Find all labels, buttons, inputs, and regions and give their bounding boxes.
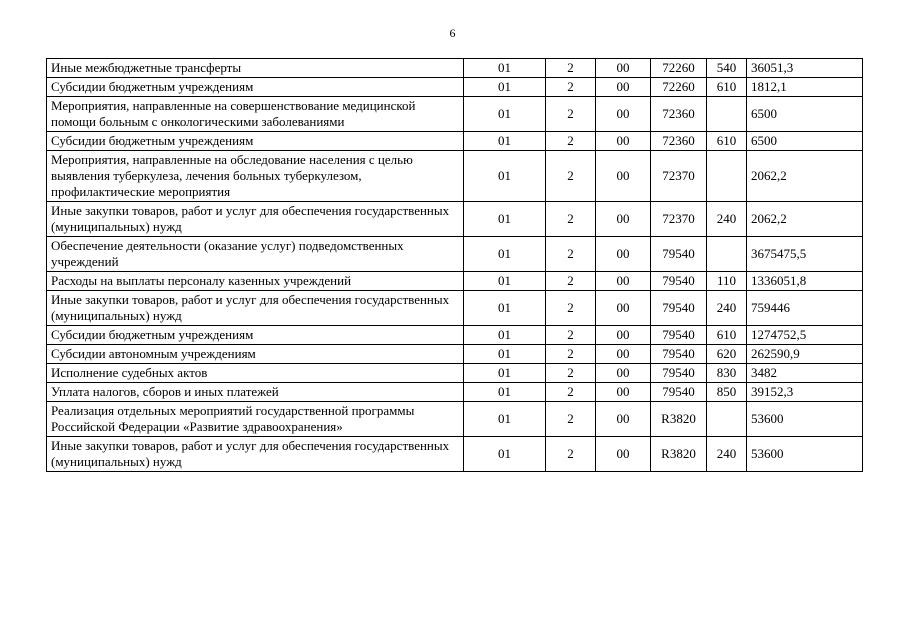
row-name: Обеспечение деятельности (оказание услуг) подведомственных учреждений	[47, 237, 464, 272]
row-subsection: 2	[546, 237, 596, 272]
row-amount: 53600	[747, 437, 863, 472]
row-subsection: 2	[546, 59, 596, 78]
row-subsection: 2	[546, 97, 596, 132]
row-subsection: 2	[546, 78, 596, 97]
row-expense-type: 110	[707, 272, 747, 291]
row-subsection: 2	[546, 202, 596, 237]
row-expense-type: 610	[707, 132, 747, 151]
row-program-group: 00	[596, 97, 651, 132]
row-section: 01	[464, 383, 546, 402]
row-amount: 53600	[747, 402, 863, 437]
row-code: R3820	[651, 402, 707, 437]
budget-table-body	[47, 59, 863, 472]
row-code: 79540	[651, 383, 707, 402]
table-row	[47, 345, 863, 364]
row-code: 79540	[651, 364, 707, 383]
row-code: 79540	[651, 326, 707, 345]
row-amount: 3675475,5	[747, 237, 863, 272]
table-row	[47, 202, 863, 237]
row-code: 79540	[651, 237, 707, 272]
row-section: 01	[464, 291, 546, 326]
table-row	[47, 326, 863, 345]
table-row	[47, 437, 863, 472]
row-section: 01	[464, 272, 546, 291]
row-code: 79540	[651, 345, 707, 364]
row-program-group: 00	[596, 291, 651, 326]
table-row	[47, 132, 863, 151]
row-name: Субсидии бюджетным учреждениям	[47, 78, 464, 97]
row-expense-type: 240	[707, 202, 747, 237]
row-section: 01	[464, 402, 546, 437]
row-name: Мероприятия, направленные на совершенствование медицинской помощи больным с онкологическими заболеваниями	[47, 97, 464, 132]
row-program-group: 00	[596, 59, 651, 78]
table-row	[47, 151, 863, 202]
row-expense-type: 240	[707, 437, 747, 472]
row-section: 01	[464, 202, 546, 237]
row-name: Мероприятия, направленные на обследование населения с целью выявления туберкулеза, лечения больных туберкулезом, профилактические мероприятия	[47, 151, 464, 202]
row-program-group: 00	[596, 326, 651, 345]
row-expense-type: 610	[707, 326, 747, 345]
row-expense-type: 850	[707, 383, 747, 402]
table-row	[47, 272, 863, 291]
row-program-group: 00	[596, 437, 651, 472]
row-expense-type	[707, 237, 747, 272]
row-section: 01	[464, 97, 546, 132]
row-name: Субсидии автономным учреждениям	[47, 345, 464, 364]
row-code: 79540	[651, 272, 707, 291]
row-code: 72360	[651, 132, 707, 151]
row-amount: 2062,2	[747, 202, 863, 237]
row-subsection: 2	[546, 132, 596, 151]
row-section: 01	[464, 326, 546, 345]
row-section: 01	[464, 345, 546, 364]
row-amount: 1336051,8	[747, 272, 863, 291]
row-code: 79540	[651, 291, 707, 326]
row-section: 01	[464, 151, 546, 202]
row-expense-type: 540	[707, 59, 747, 78]
row-expense-type	[707, 151, 747, 202]
table-row	[47, 291, 863, 326]
row-amount: 759446	[747, 291, 863, 326]
row-code: 72260	[651, 59, 707, 78]
row-subsection: 2	[546, 402, 596, 437]
row-amount: 39152,3	[747, 383, 863, 402]
row-code: 72370	[651, 202, 707, 237]
row-section: 01	[464, 132, 546, 151]
row-expense-type	[707, 402, 747, 437]
row-name: Иные закупки товаров, работ и услуг для обеспечения государственных (муниципальных) нужд	[47, 291, 464, 326]
row-name: Исполнение судебных актов	[47, 364, 464, 383]
row-amount: 6500	[747, 97, 863, 132]
row-subsection: 2	[546, 326, 596, 345]
row-program-group: 00	[596, 237, 651, 272]
row-name: Уплата налогов, сборов и иных платежей	[47, 383, 464, 402]
row-expense-type: 240	[707, 291, 747, 326]
budget-table	[46, 58, 863, 472]
row-subsection: 2	[546, 364, 596, 383]
row-name: Субсидии бюджетным учреждениям	[47, 132, 464, 151]
row-code: 72370	[651, 151, 707, 202]
row-expense-type: 610	[707, 78, 747, 97]
row-subsection: 2	[546, 383, 596, 402]
row-name: Реализация отдельных мероприятий государственной программы Российской Федерации «Развитие здравоохранения»	[47, 402, 464, 437]
row-expense-type: 830	[707, 364, 747, 383]
row-subsection: 2	[546, 272, 596, 291]
table-row	[47, 364, 863, 383]
row-code: R3820	[651, 437, 707, 472]
table-row	[47, 59, 863, 78]
row-subsection: 2	[546, 151, 596, 202]
row-subsection: 2	[546, 345, 596, 364]
row-program-group: 00	[596, 383, 651, 402]
row-name: Субсидии бюджетным учреждениям	[47, 326, 464, 345]
row-program-group: 00	[596, 364, 651, 383]
row-section: 01	[464, 78, 546, 97]
row-name: Расходы на выплаты персоналу казенных учреждений	[47, 272, 464, 291]
row-amount: 36051,3	[747, 59, 863, 78]
row-section: 01	[464, 59, 546, 78]
row-code: 72360	[651, 97, 707, 132]
table-row	[47, 97, 863, 132]
row-amount: 1812,1	[747, 78, 863, 97]
row-expense-type: 620	[707, 345, 747, 364]
row-name: Иные закупки товаров, работ и услуг для обеспечения государственных (муниципальных) нужд	[47, 437, 464, 472]
row-amount: 2062,2	[747, 151, 863, 202]
row-subsection: 2	[546, 291, 596, 326]
table-row	[47, 78, 863, 97]
row-name: Иные закупки товаров, работ и услуг для обеспечения государственных (муниципальных) нужд	[47, 202, 464, 237]
row-code: 72260	[651, 78, 707, 97]
row-section: 01	[464, 364, 546, 383]
row-program-group: 00	[596, 402, 651, 437]
row-program-group: 00	[596, 202, 651, 237]
row-program-group: 00	[596, 272, 651, 291]
row-amount: 262590,9	[747, 345, 863, 364]
row-section: 01	[464, 237, 546, 272]
row-amount: 6500	[747, 132, 863, 151]
row-expense-type	[707, 97, 747, 132]
row-subsection: 2	[546, 437, 596, 472]
row-program-group: 00	[596, 132, 651, 151]
table-row	[47, 402, 863, 437]
row-section: 01	[464, 437, 546, 472]
row-program-group: 00	[596, 345, 651, 364]
row-name: Иные межбюджетные трансферты	[47, 59, 464, 78]
page-number: 6	[449, 26, 456, 40]
row-amount: 3482	[747, 364, 863, 383]
row-amount: 1274752,5	[747, 326, 863, 345]
row-program-group: 00	[596, 151, 651, 202]
row-program-group: 00	[596, 78, 651, 97]
table-row	[47, 237, 863, 272]
table-row	[47, 383, 863, 402]
